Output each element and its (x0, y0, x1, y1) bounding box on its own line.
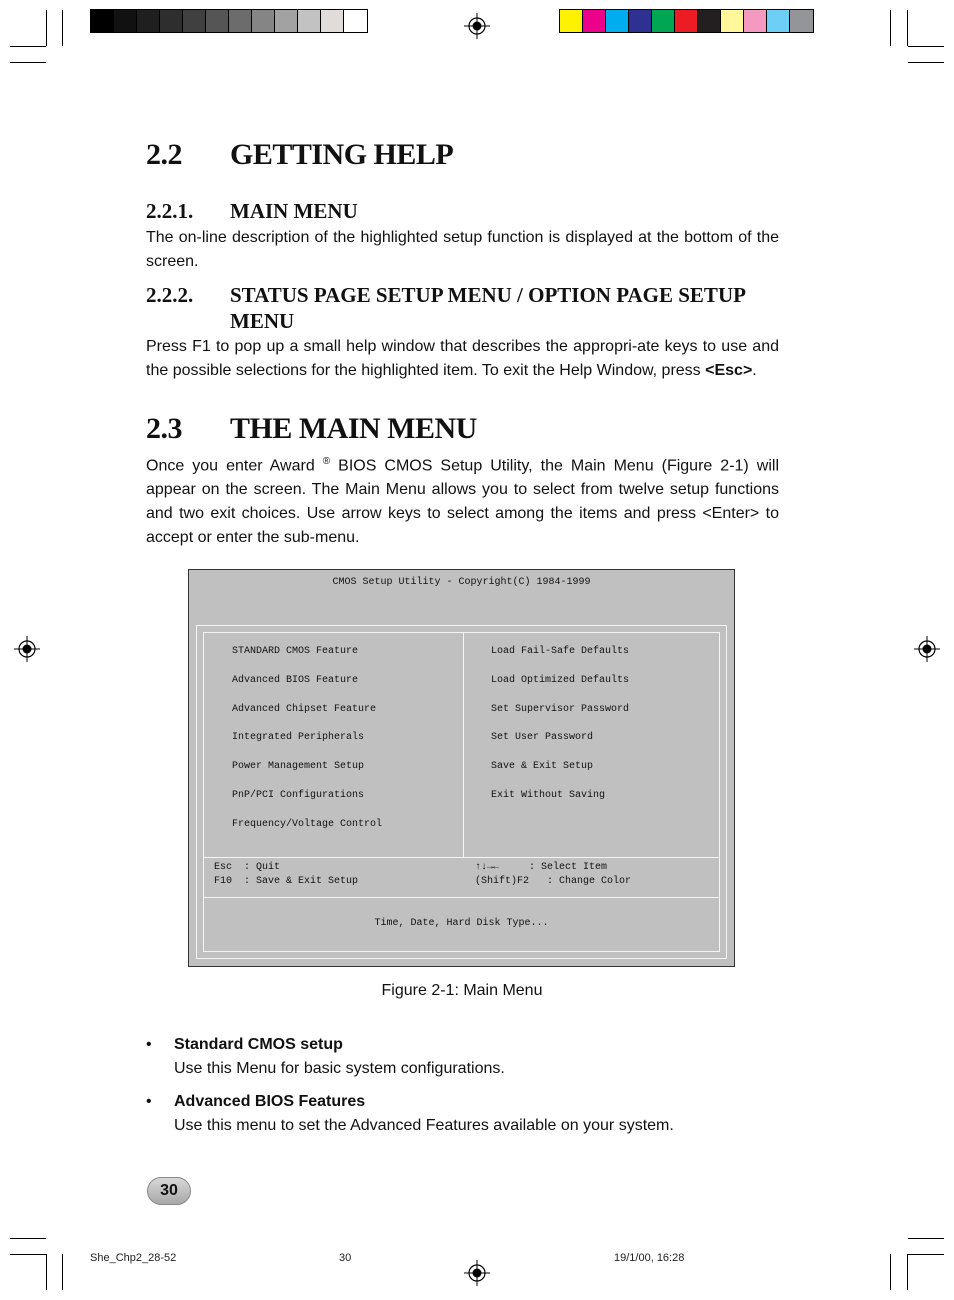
crop-mark (62, 1254, 63, 1290)
heading-2-3 (146, 412, 477, 446)
list-item-title: Advanced BIOS Features (174, 1093, 366, 1110)
crop-mark (907, 10, 908, 46)
crop-mark (908, 1238, 944, 1239)
color-swatch (767, 10, 790, 32)
paragraph-text: BIOS CMOS Setup Utility, the Main Menu (Figure 2-1) will appear on the screen. The Main Menu allows you to select from twelve setup functions and two exit choices. Use arrow keys to select among the items and press <Enter> to accept or enter the sub-menu. (146, 457, 779, 547)
heading-title: THE MAIN MENU (230, 412, 477, 445)
bios-title: CMOS Setup Utility - Copyright(C) 1984-1999 (332, 577, 591, 588)
color-swatch (229, 10, 252, 32)
color-swatch (721, 10, 744, 32)
bios-menu-item[interactable]: Frequency/Voltage Control (232, 819, 383, 830)
color-swatch (252, 10, 275, 32)
color-swatch (91, 10, 114, 32)
heading-number: 2.2.1. (146, 199, 194, 223)
crop-mark (46, 10, 47, 46)
crop-mark (908, 46, 944, 47)
bios-menu-item[interactable]: PnP/PCI Configurations (232, 790, 365, 801)
color-swatch (137, 10, 160, 32)
paragraph-main-menu: The on-line description of the highlighted setup function is displayed at the bottom of the screen. (146, 229, 779, 270)
bios-help-text: Time, Date, Hard Disk Type... (374, 918, 549, 929)
color-swatch (698, 10, 721, 32)
slug-filename: She_Chp2_28-52 (90, 1252, 177, 1264)
color-swatch (206, 10, 229, 32)
bios-menu-item[interactable]: Power Management Setup (232, 761, 365, 772)
bios-menu-item[interactable]: Integrated Peripherals (232, 732, 365, 743)
color-swatch (183, 10, 206, 32)
paragraph-main-menu-intro (146, 450, 779, 550)
crop-mark (46, 1254, 47, 1290)
crop-mark (10, 46, 46, 47)
heading-number: 2.3 (146, 412, 182, 445)
registered-mark: ® (322, 456, 331, 467)
crop-mark (10, 1238, 46, 1239)
grayscale-bar (90, 9, 368, 33)
bios-menu-item[interactable]: Exit Without Saving (491, 790, 606, 801)
crop-mark (908, 1254, 944, 1255)
heading-title: STATUS PAGE SETUP MENU / OPTION PAGE SETUP (230, 283, 746, 307)
figure-caption: Figure 2-1: Main Menu (381, 982, 543, 999)
crop-mark (890, 1254, 891, 1290)
bios-divider (203, 857, 720, 858)
heading-title: MAIN MENU (230, 199, 358, 223)
bios-key-hint: Esc : Quit (214, 862, 281, 873)
heading-number: 2.2 (146, 138, 182, 171)
crop-mark (908, 62, 944, 63)
color-swatch (344, 10, 367, 32)
esc-key-text: <Esc> (705, 362, 753, 379)
crop-mark (890, 10, 891, 46)
color-swatch (652, 10, 675, 32)
paragraph-text: . (752, 362, 757, 379)
registration-mark-icon (464, 13, 490, 39)
bios-menu-item[interactable]: Save & Exit Setup (491, 761, 594, 772)
paragraph-help-window (146, 335, 779, 383)
color-swatch (583, 10, 606, 32)
heading-number: 2.2.2. (146, 283, 194, 307)
color-swatch (629, 10, 652, 32)
paragraph-text: Once you enter Award (146, 457, 323, 475)
page-number-badge: 30 (147, 1177, 191, 1205)
heading-2-2-1 (146, 198, 786, 224)
color-swatch (606, 10, 629, 32)
color-swatch (560, 10, 583, 32)
bios-menu-item[interactable]: Set User Password (491, 732, 594, 743)
color-swatch (275, 10, 298, 32)
bios-key-hint: ↑↓→← : Select Item (475, 862, 608, 873)
list-item-title: Standard CMOS setup (174, 1036, 343, 1053)
crop-mark (10, 62, 46, 63)
registration-mark-icon (14, 636, 40, 662)
color-swatch (114, 10, 137, 32)
bios-menu-item[interactable]: Load Optimized Defaults (491, 675, 630, 686)
bios-menu-item[interactable]: Load Fail-Safe Defaults (491, 646, 630, 657)
heading-2-2-2 (146, 282, 786, 334)
bios-main-menu-figure (188, 569, 735, 967)
color-swatch (790, 10, 813, 32)
color-swatch (744, 10, 767, 32)
heading-2-2 (146, 138, 453, 172)
color-swatch (321, 10, 344, 32)
color-swatch (298, 10, 321, 32)
bios-menu-item[interactable]: Advanced Chipset Feature (232, 704, 377, 715)
bios-menu-item[interactable]: STANDARD CMOS Feature (232, 646, 359, 657)
bios-key-hint: F10 : Save & Exit Setup (214, 876, 359, 887)
slug-page: 30 (339, 1252, 352, 1264)
color-swatch (675, 10, 698, 32)
heading-title: GETTING HELP (230, 138, 454, 171)
list-item-description: Use this menu to set the Advanced Features available on your system. (174, 1117, 674, 1134)
crop-mark (907, 1254, 908, 1290)
crop-mark (62, 10, 63, 46)
bios-divider (203, 897, 720, 898)
paragraph-text: Press F1 to pop up a small help window that describes the appropri-ate keys to use and the possible selections for the highlighted item. To exit the Help Window, press (146, 338, 779, 379)
bullet-icon: • (146, 1093, 152, 1110)
bios-menu-item[interactable]: Set Supervisor Password (491, 704, 630, 715)
bullet-icon: • (146, 1036, 152, 1053)
crop-mark (10, 1254, 46, 1255)
heading-title-continued: MENU (230, 309, 295, 333)
registration-mark-icon (914, 636, 940, 662)
list-item-description: Use this Menu for basic system configurations. (174, 1060, 505, 1077)
bios-menu-item[interactable]: Advanced BIOS Feature (232, 675, 359, 686)
slug-date: 19/1/00, 16:28 (614, 1252, 685, 1264)
bios-column-divider (463, 632, 464, 857)
bios-key-hint: (Shift)F2 : Change Color (475, 876, 632, 887)
registration-mark-icon (464, 1260, 490, 1286)
color-bar (559, 9, 814, 33)
color-swatch (160, 10, 183, 32)
